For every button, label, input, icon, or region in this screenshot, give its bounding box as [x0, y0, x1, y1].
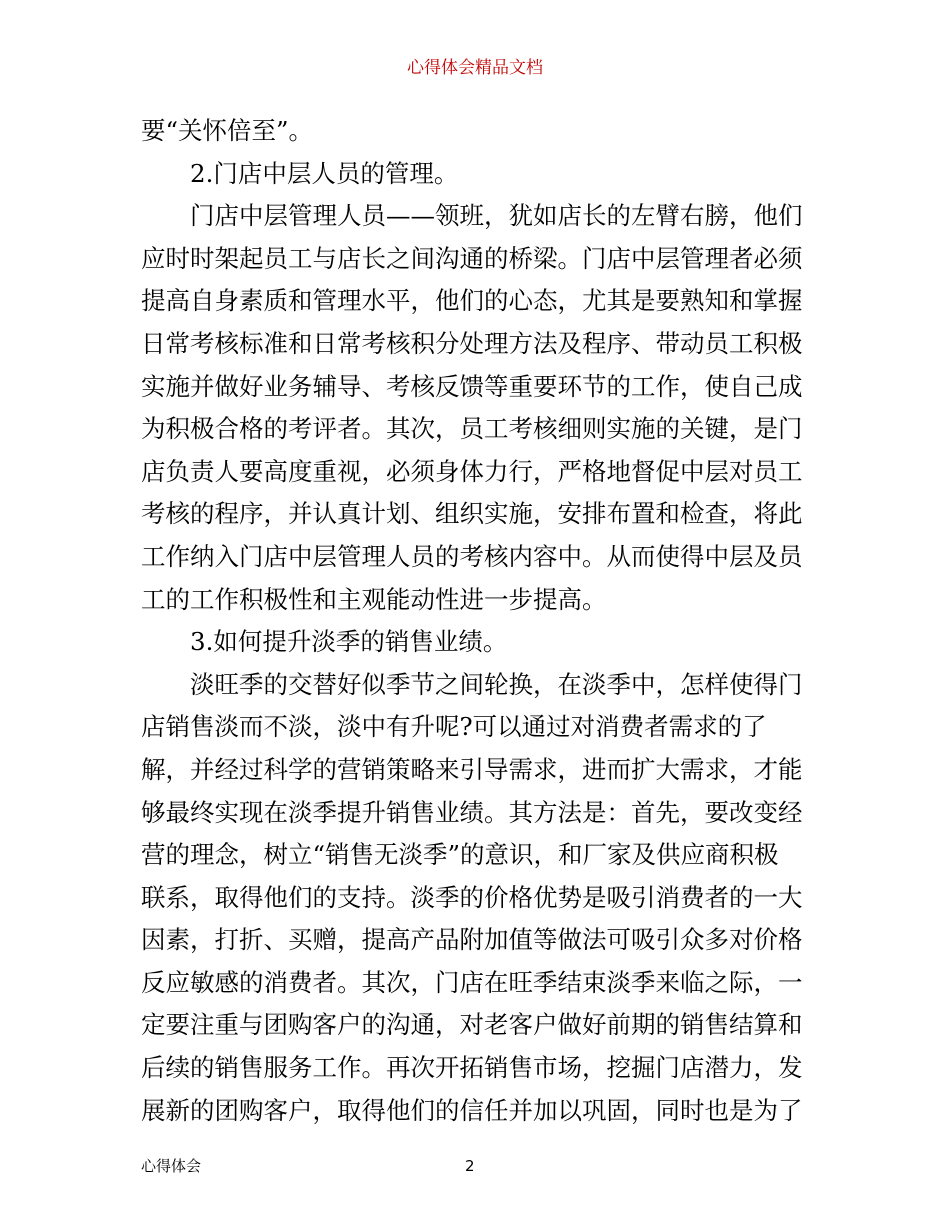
text-line: 因素，打折、买赠，提高产品附加值等做法可吸引众多对价格 [141, 925, 803, 955]
text-line: 后续的销售服务工作。再次开拓销售市场，挖掘门店潜力，发 [141, 1053, 803, 1083]
text-line: 店销售淡而不淡，淡中有升呢?可以通过对消费者需求的了 [141, 712, 767, 742]
text-line: 应时时架起员工与店长之间沟通的桥梁。门店中层管理者必须 [141, 243, 803, 273]
text-line: 淡旺季的交替好似季节之间轮换，在淡季中，怎样使得门 [190, 669, 803, 699]
text-line: 店负责人要高度重视，必须身体力行，严格地督促中层对员工 [141, 456, 803, 486]
page-number: 2 [465, 1157, 475, 1175]
text-line: 要“关怀倍至”。 [141, 116, 314, 145]
page-header-title: 心得体会精品文档 [407, 58, 543, 78]
section-heading: 2.门店中层人员的管理。 [190, 158, 459, 188]
text-line: 门店中层管理人员——领班，犹如店长的左臂右膀，他们 [190, 201, 803, 231]
text-line: 考核的程序，并认真计划、组织实施，安排布置和检查，将此 [141, 499, 803, 529]
text-line: 日常考核标准和日常考核积分处理方法及程序、带动员工积极 [141, 328, 803, 358]
text-line: 提高自身素质和管理水平，他们的心态，尤其是要熟知和掌握 [141, 286, 803, 316]
text-line: 工的工作积极性和主观能动性进一步提高。 [141, 584, 607, 614]
text-line: 实施并做好业务辅导、考核反馈等重要环节的工作，使自己成 [141, 371, 803, 401]
text-line: 定要注重与团购客户的沟通，对老客户做好前期的销售结算和 [141, 1010, 803, 1040]
text-line: 联系，取得他们的支持。淡季的价格优势是吸引消费者的一大 [141, 882, 803, 912]
text-line: 展新的团购客户，取得他们的信任并加以巩固，同时也是为了 [141, 1095, 803, 1125]
footer-label: 心得体会 [141, 1157, 202, 1175]
text-line: 为积极合格的考评者。其次，员工考核细则实施的关键，是门 [141, 414, 803, 444]
document-body [141, 110, 816, 1132]
text-line: 工作纳入门店中层管理人员的考核内容中。从而使得中层及员 [141, 541, 803, 571]
section-heading: 3.如何提升淡季的销售业绩。 [190, 627, 508, 657]
text-line: 反应敏感的消费者。其次，门店在旺季结束淡季来临之际，一 [141, 967, 803, 997]
text-line: 营的理念，树立“销售无淡季”的意识，和厂家及供应商积极 [141, 840, 779, 870]
text-line: 解，并经过科学的营销策略来引导需求，进而扩大需求，才能 [141, 754, 803, 784]
text-line: 够最终实现在淡季提升销售业绩。其方法是：首先，要改变经 [141, 797, 803, 827]
